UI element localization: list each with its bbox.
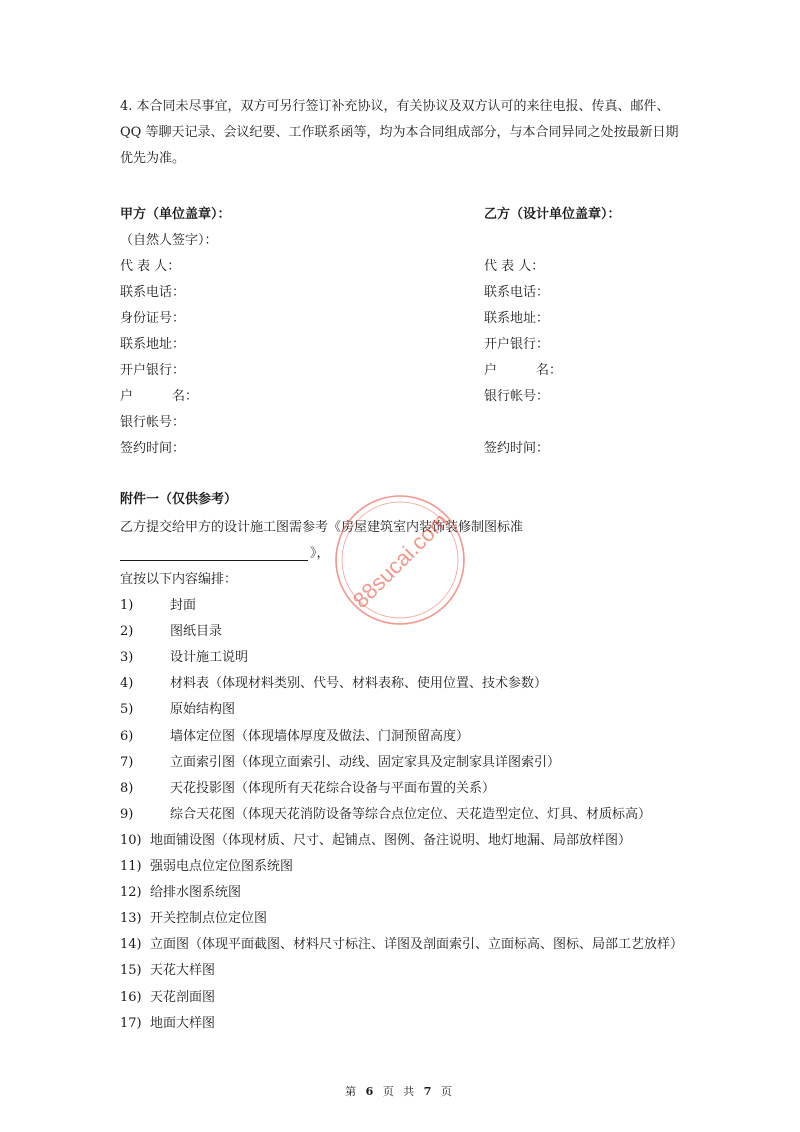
blank-underline	[120, 546, 308, 561]
appendix-item-number: 16)	[120, 990, 142, 1005]
appendix-item	[120, 881, 241, 900]
party-a-bank: 开户银行：	[120, 363, 186, 378]
appendix-item-number: 5)	[120, 702, 134, 717]
appendix-item-text: 原始结构图	[170, 702, 236, 717]
appendix-item-number: 2)	[120, 624, 134, 639]
appendix-item-number: 7)	[120, 755, 134, 770]
appendix-item-number: 8)	[120, 781, 134, 796]
party-b-bank: 开户银行：	[484, 337, 550, 352]
appendix-item	[120, 725, 469, 744]
appendix-item-text: 强弱电点位定位图系统图	[150, 859, 294, 874]
party-a-address: 联系地址：	[120, 337, 186, 352]
party-b-account-number: 银行帐号：	[484, 389, 550, 404]
appendix-item	[120, 698, 235, 717]
appendix-item-number: 10)	[120, 833, 142, 848]
appendix-item-number: 17)	[120, 1016, 142, 1031]
appendix-item	[120, 803, 651, 822]
appendix-item-text: 立面图（体现平面截图、材料尺寸标注、详图及剖面索引、立面标高、图标、局部工艺放样）	[150, 937, 684, 952]
appendix-item	[120, 751, 560, 770]
appendix-item	[120, 594, 196, 613]
party-a-heading: 甲方（单位盖章）：	[120, 207, 231, 222]
appendix-item	[120, 933, 683, 952]
appendix-item-number: 13)	[120, 911, 142, 926]
footer-prefix: 第	[345, 1085, 360, 1098]
appendix-item	[120, 959, 215, 978]
appendix-item	[120, 855, 293, 874]
party-a-natural-person-sign: （自然人签字）：	[120, 233, 218, 248]
appendix-item	[120, 672, 547, 691]
appendix-item-text: 天花投影图（体现所有天花综合设备与平面布置的关系）	[170, 781, 496, 796]
appendix-item-number: 12)	[120, 885, 142, 900]
appendix-item-text: 地面铺设图（体现材质、尺寸、起铺点、图例、备注说明、地灯地漏、局部放样图）	[150, 833, 632, 848]
appendix-item	[120, 777, 495, 796]
appendix-item-number: 14)	[120, 937, 142, 952]
appendix-item-text: 图纸目录	[170, 624, 223, 639]
appendix-intro: 乙方提交给甲方的设计施工图需参考《房屋建筑室内装饰装修制图标准	[120, 520, 524, 535]
party-b-address: 联系地址：	[484, 311, 550, 326]
watermark-stamp	[330, 490, 470, 630]
appendix-item-number: 3)	[120, 650, 134, 665]
appendix-item-text: 封面	[170, 598, 197, 613]
footer-total-pages: 7	[423, 1085, 435, 1098]
clause-4-paragraph: 4. 本合同未尽事宜，双方可另行签订补充协议，有关协议及双方认可的来往电报、传真、邮件、QQ 等聊天记录、会议纪要、工作联系函等，均为本合同组成部分，与本合同异同之处按最新日期优先为准。	[120, 99, 679, 166]
appendix-title: 附件一（仅供参考）	[120, 492, 238, 507]
watermark-text: 88sucai.com	[347, 507, 453, 613]
appendix-item-text: 天花大样图	[150, 963, 216, 978]
party-b-account-name: 户 名：	[484, 363, 563, 378]
appendix-intro-end: 》，	[310, 546, 330, 561]
appendix-item-text: 天花剖面图	[150, 990, 216, 1005]
appendix-item	[120, 986, 215, 1005]
appendix-item	[120, 829, 631, 848]
party-a-phone: 联系电话：	[120, 285, 186, 300]
appendix-item-text: 给排水图系统图	[150, 885, 242, 900]
appendix-item-number: 1)	[120, 598, 134, 613]
appendix-item-number: 11)	[120, 859, 142, 874]
appendix-item-text: 墙体定位图（体现墙体厚度及做法、门洞预留高度）	[170, 729, 470, 744]
party-b-sign-date: 签约时间：	[484, 441, 550, 456]
footer-suffix: 页	[440, 1085, 455, 1098]
appendix-item-number: 15)	[120, 963, 142, 978]
appendix-item-number: 9)	[120, 807, 134, 822]
party-a-id-number: 身份证号：	[120, 311, 186, 326]
party-a-representative: 代 表 人：	[120, 259, 181, 274]
footer-page-number: 6	[365, 1085, 377, 1098]
appendix-item-number: 4)	[120, 676, 134, 691]
party-b-representative: 代 表 人：	[484, 259, 545, 274]
page-footer	[0, 1083, 800, 1099]
party-a-account-number: 银行帐号：	[120, 415, 186, 430]
party-a-sign-date: 签约时间：	[120, 441, 186, 456]
appendix-item	[120, 907, 267, 926]
appendix-item-text: 设计施工说明	[170, 650, 249, 665]
appendix-item	[120, 620, 222, 639]
appendix-item-text: 开关控制点位定位图	[150, 911, 268, 926]
appendix-standard-blank	[120, 542, 330, 561]
appendix-item-text: 材料表（体现材料类别、代号、材料表称、使用位置、技术参数）	[170, 676, 548, 691]
party-a-account-name: 户 名：	[120, 389, 199, 404]
appendix-arrange-label: 宜按以下内容编排：	[120, 572, 238, 587]
appendix-item-text: 地面大样图	[150, 1016, 216, 1031]
appendix-item-text: 立面索引图（体现立面索引、动线、固定家具及定制家具详图索引）	[170, 755, 561, 770]
footer-mid: 页 共	[382, 1085, 418, 1098]
appendix-item-text: 综合天花图（体现天花消防设备等综合点位定位、天花造型定位、灯具、材质标高）	[170, 807, 652, 822]
party-b-heading: 乙方（设计单位盖章）：	[484, 207, 621, 222]
party-b-phone: 联系电话：	[484, 285, 550, 300]
appendix-item	[120, 646, 248, 665]
appendix-item-number: 6)	[120, 729, 134, 744]
appendix-item	[120, 1012, 215, 1031]
